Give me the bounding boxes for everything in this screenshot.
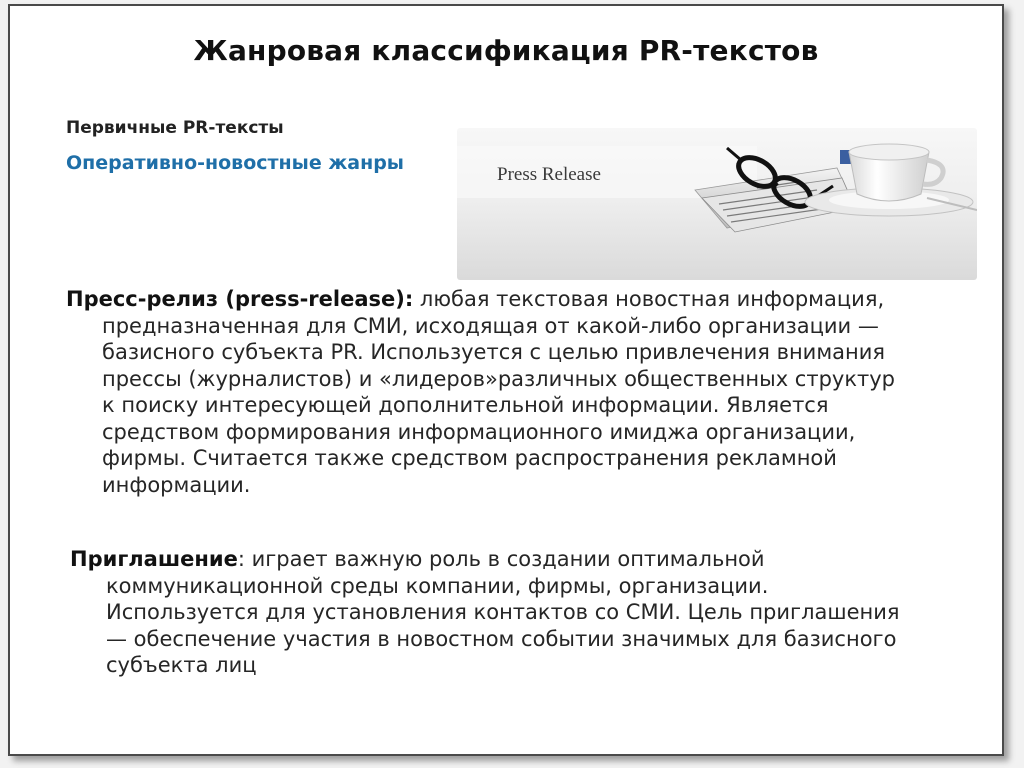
- press-release-photo: [457, 128, 977, 280]
- press-release-illustration: [457, 128, 977, 280]
- press-release-text: фирмы. Считается также средством распространения рекламной: [102, 446, 837, 470]
- news-genres-label: Оперативно-новостные жанры: [66, 152, 404, 174]
- press-release-text: предназначенная для СМИ, исходящая от какой-либо организации —: [102, 313, 879, 338]
- invitation-text: субъекта лиц: [106, 653, 257, 677]
- invitation-text: Используется для установления контактов со СМИ. Цель приглашения: [106, 600, 900, 624]
- slide-title: Жанровая классификация PR-текстов: [193, 34, 819, 67]
- invitation-text: : играет важную роль в создании оптимальной: [237, 547, 765, 571]
- invitation-paragraph: [70, 546, 900, 679]
- invitation-text: коммуникационной среды компании, фирмы, организации.: [106, 573, 769, 598]
- press-release-text: информации.: [102, 472, 251, 497]
- press-release-paragraph: [66, 286, 895, 498]
- primary-texts-label: Первичные PR-тексты: [66, 118, 284, 138]
- invitation-text: — обеспечение участия в новостном событии значимых для базисного: [106, 626, 897, 651]
- press-release-text: базисного субъекта PR. Используется с целью привлечения внимания: [102, 340, 886, 364]
- press-release-term: Пресс-релиз (press-release):: [66, 287, 414, 311]
- press-release-text: средством формирования информационного имиджа организации,: [102, 419, 856, 444]
- press-release-caption: Press Release: [497, 164, 601, 185]
- press-release-text: к поиску интересующей дополнительной информации. Является: [102, 393, 829, 417]
- press-release-text: прессы (журналистов) и «лидеров»различных общественных структур: [102, 366, 896, 391]
- press-release-text: любая текстовая новостная информация,: [413, 287, 885, 311]
- invitation-term: Приглашение: [70, 547, 238, 571]
- slide: [8, 4, 1004, 756]
